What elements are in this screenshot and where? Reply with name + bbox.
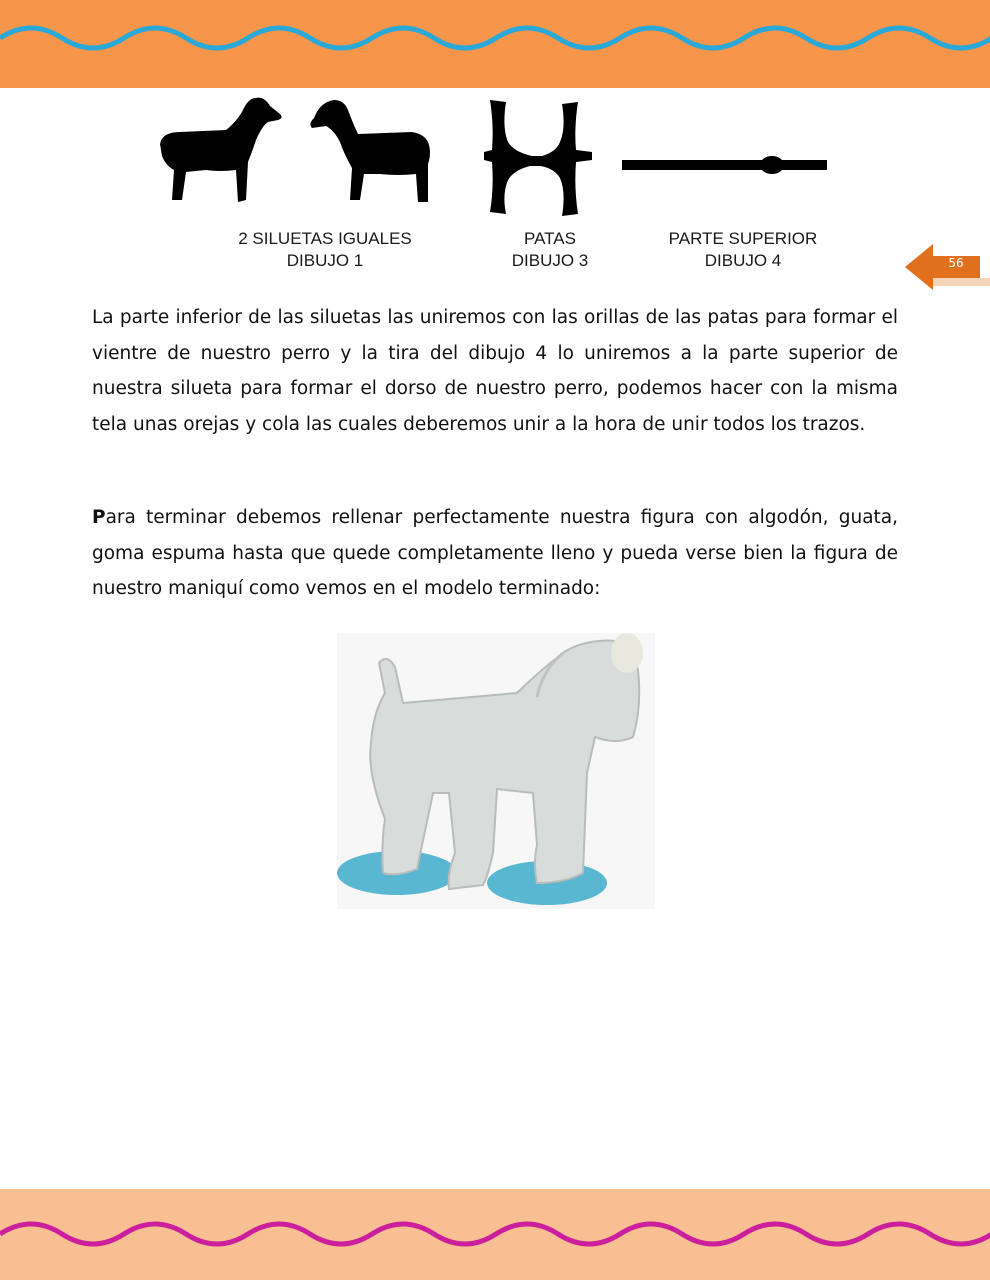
paragraph-2-text xyxy=(92,500,898,607)
top-strip-pattern-icon xyxy=(622,156,827,174)
caption-line: DIBUJO 4 xyxy=(704,251,782,270)
stuffed-dog-image xyxy=(337,633,655,909)
header-band xyxy=(0,0,990,88)
pattern-figure xyxy=(150,92,840,277)
header-wave xyxy=(0,0,990,88)
dog-silhouette-2-icon xyxy=(310,100,430,202)
caption-line: PARTE SUPERIOR xyxy=(668,229,818,248)
caption-line: DIBUJO 1 xyxy=(286,251,364,270)
pattern-silhouettes xyxy=(150,92,840,222)
paragraph-1-text: La parte inferior de las siluetas las uniremos con las orillas de las patas para formar el vientre de nuestro perro y la tira del dibujo 4 lo uniremos a la parte superior de nuestra silueta para formar el dorso de nuestro perro, podemos hacer con la misma tela unas orejas y cola las cuales deberemos unir a la hora de unir todos los trazos. xyxy=(92,307,898,435)
finished-dog-photo xyxy=(337,633,655,909)
paragraph-1 xyxy=(92,300,898,442)
caption-line: 2 SILUETAS IGUALES xyxy=(238,229,412,248)
caption-dibujo-1 xyxy=(220,228,430,272)
paragraph-2-initial: P xyxy=(92,507,106,528)
paragraph-2 xyxy=(92,500,898,607)
caption-line: PATAS xyxy=(524,229,576,248)
legs-pattern-icon xyxy=(484,100,592,216)
dog-silhouette-1-icon xyxy=(160,98,282,202)
footer-band xyxy=(0,1189,990,1280)
page-number-badge xyxy=(905,242,990,292)
footer-wave xyxy=(0,1189,990,1280)
caption-dibujo-4 xyxy=(650,228,836,272)
paragraph-2-rest: ara terminar debemos rellenar perfectamente nuestra figura con algodón, guata, goma espuma hasta que quede completamente lleno y pueda verse bien la figura de nuestro maniquí como vemos en el modelo terminado: xyxy=(92,507,898,599)
caption-dibujo-3 xyxy=(490,228,610,272)
page-number: 56 xyxy=(948,256,964,270)
caption-line: DIBUJO 3 xyxy=(511,251,589,270)
